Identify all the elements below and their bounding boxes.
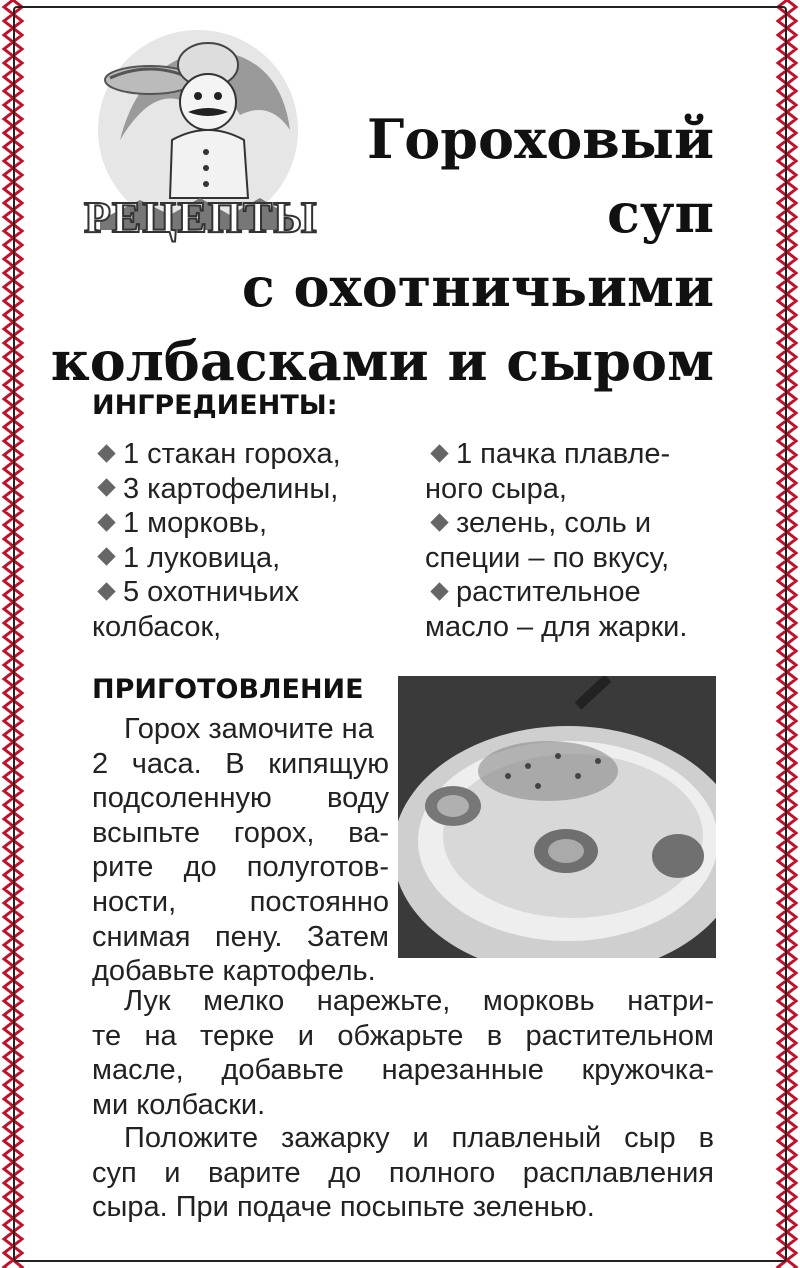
ingredient-item: зелень, соль и	[425, 506, 725, 541]
preparation-paragraph-1	[92, 712, 389, 989]
text-line: 2 часа. В кипящую	[92, 747, 389, 780]
diamond-bullet-icon	[97, 548, 115, 566]
text-line: Положите зажарку и плавленый сыр в	[124, 1122, 714, 1154]
ingredient-item-continuation: колбасок,	[92, 610, 222, 643]
ingredients-list-left	[92, 437, 392, 644]
text-line: ности, постоянно	[92, 885, 389, 918]
text-line: Горох замочите на	[124, 713, 374, 745]
text-line: сыра. При подаче посыпьте зеленью.	[92, 1191, 595, 1224]
text-line: подсоленную воду	[92, 782, 389, 815]
ingredient-item: 1 морковь,	[92, 506, 392, 541]
diamond-bullet-icon	[97, 444, 115, 462]
text-line: Лук мелко нарежьте, морковь натри-	[124, 985, 714, 1017]
ingredient-item: 1 стакан гороха,	[92, 437, 392, 472]
title-line: с охотничьими	[241, 255, 714, 319]
title-line: колбасками и сыром	[50, 329, 714, 393]
ingredient-item: 1 пачка плавле-	[425, 437, 725, 472]
preparation-heading: ПРИГОТОВЛЕНИЕ	[92, 674, 364, 705]
text-line: ми колбаски.	[92, 1088, 266, 1121]
ingredients-heading: ИНГРЕДИЕНТЫ:	[92, 390, 338, 421]
ingredient-item-continuation: масло – для жарки.	[425, 610, 688, 643]
diamond-bullet-icon	[430, 444, 448, 462]
ingredient-item: 5 охотничьих	[92, 575, 392, 610]
text-line: масле, добавьте нарезанные кружочка-	[92, 1054, 714, 1087]
diamond-bullet-icon	[430, 513, 448, 531]
ingredients-list-right	[425, 437, 725, 644]
ingredient-item: 1 луковица,	[92, 541, 392, 576]
title-line: суп	[607, 181, 714, 245]
preparation-paragraph-2	[92, 984, 714, 1122]
diamond-bullet-icon	[97, 582, 115, 600]
ingredient-item: 3 картофелины,	[92, 472, 392, 507]
text-line: всыпьте горох, ва-	[92, 816, 389, 849]
text-line: добавьте картофель.	[92, 955, 376, 988]
diamond-bullet-icon	[97, 513, 115, 531]
diamond-bullet-icon	[430, 582, 448, 600]
title-line: Гороховый	[367, 107, 714, 171]
diamond-bullet-icon	[97, 479, 115, 497]
soup-bowl-icon	[398, 676, 716, 958]
text-line: те на терке и обжарьте в растительном	[92, 1019, 714, 1052]
recipe-title	[51, 102, 714, 398]
ingredient-item-continuation: ного сыра,	[425, 472, 567, 505]
text-line: рите до полуготов-	[92, 851, 389, 884]
soup-photo	[398, 676, 716, 958]
text-line: суп и варите до полного расплавления	[92, 1156, 714, 1189]
ingredient-item-continuation: специи – по вкусу,	[425, 541, 670, 574]
preparation-paragraph-3	[92, 1121, 714, 1225]
ingredient-item: растительное	[425, 575, 725, 610]
recipes-logo-text: РЕЦЕПТЫ	[84, 193, 318, 242]
text-line: снимая пену. Затем	[92, 920, 389, 953]
